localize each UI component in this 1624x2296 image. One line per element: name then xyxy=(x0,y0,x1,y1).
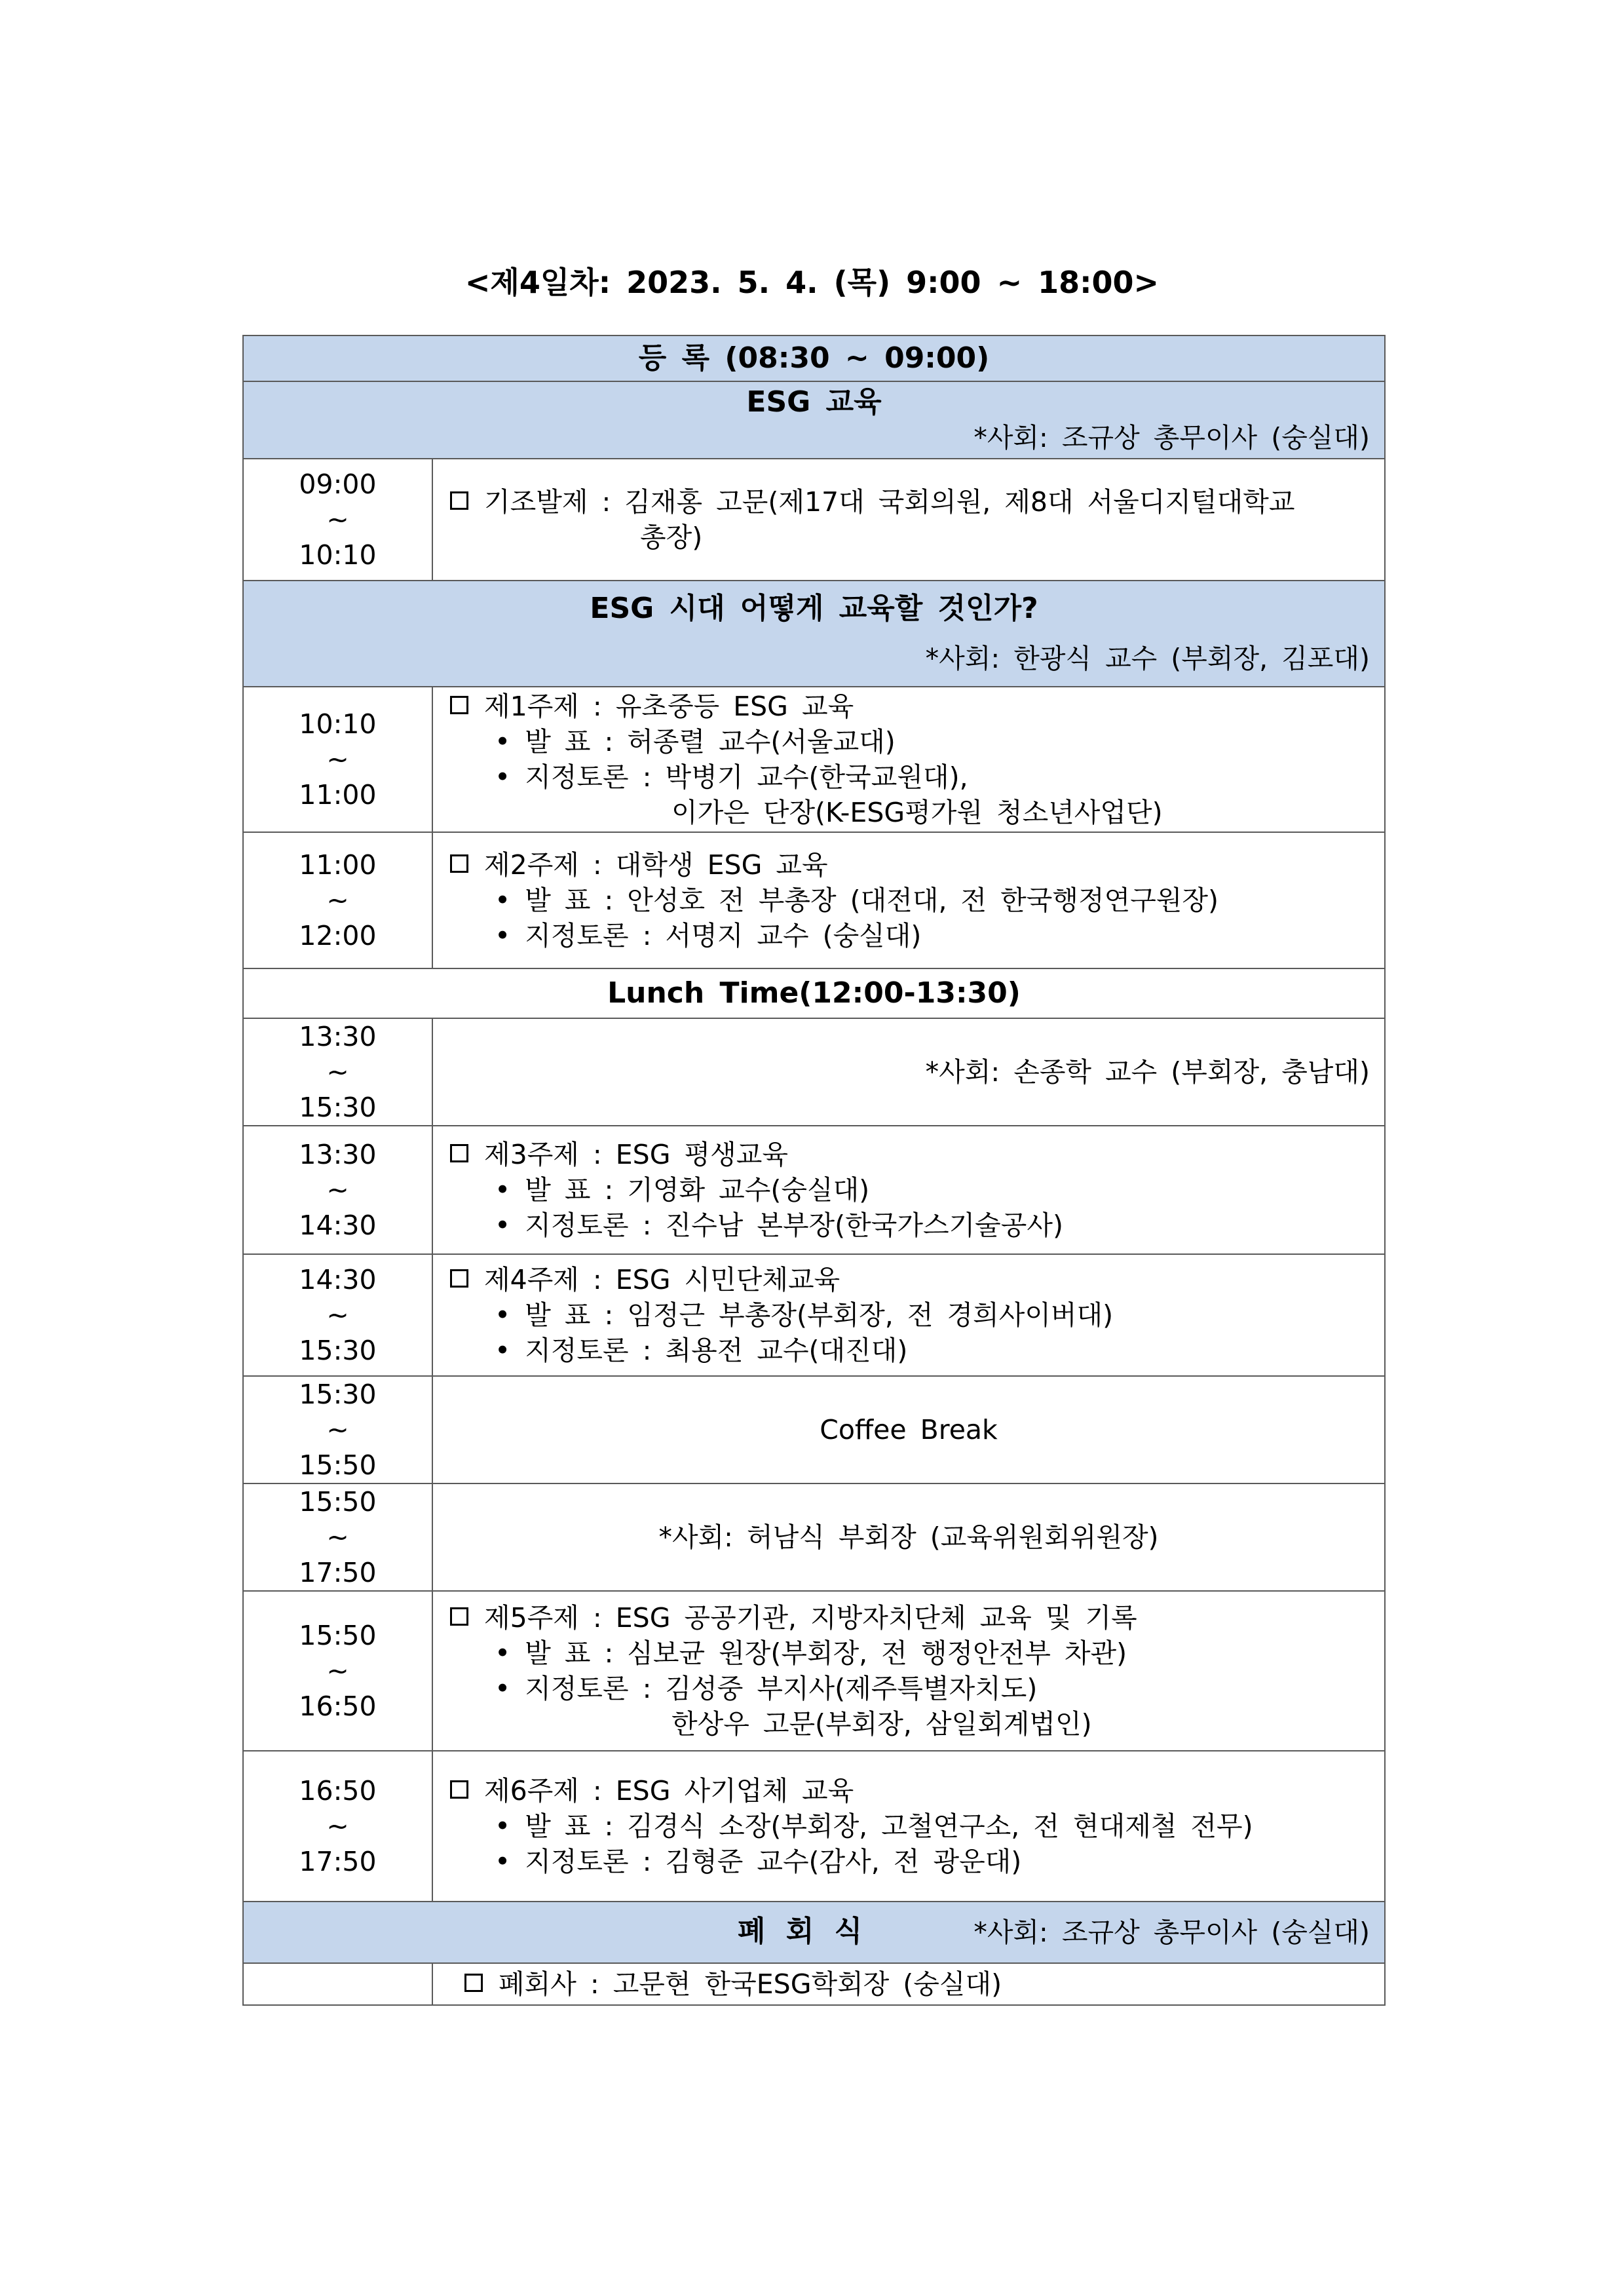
time-separator: ~ xyxy=(326,885,349,916)
end-time: 15:50 xyxy=(299,1449,377,1481)
presenter-line: • 발 표 : 허종렬 교수(서울교대) xyxy=(450,724,1384,759)
end-time: 10:10 xyxy=(299,539,377,571)
presenter-line: • 발 표 : 심보균 원장(부회장, 전 행정안전부 차관) xyxy=(450,1636,1384,1671)
content-cell xyxy=(432,832,1385,968)
time-cell xyxy=(243,1126,432,1254)
time-separator: ~ xyxy=(326,1414,349,1445)
time-cell xyxy=(243,1376,432,1483)
time-cell xyxy=(243,459,432,581)
session-moderator-row xyxy=(243,1018,1385,1126)
content-cell xyxy=(432,459,1385,581)
time-cell xyxy=(243,1254,432,1376)
closing-title: 폐 회 식 xyxy=(738,1915,863,1948)
time-cell xyxy=(243,1591,432,1751)
discussant-line: • 지정토론 : 서명지 교수 (숭실대) xyxy=(450,918,1384,953)
registration-row xyxy=(243,335,1385,381)
time-separator: ~ xyxy=(326,1655,349,1687)
table-row xyxy=(243,459,1385,581)
session-moderator: *사회: 허남식 부회장 (교육위원회위원장) xyxy=(432,1483,1385,1591)
checkbox-bullet-icon xyxy=(450,491,468,510)
end-time: 14:30 xyxy=(299,1210,377,1241)
time-cell xyxy=(243,1018,432,1126)
time-cell-empty xyxy=(243,1963,432,2005)
topic-heading: 제5주제 : ESG 공공기관, 지방자치단체 교육 및 기록 xyxy=(484,1602,1137,1634)
start-time: 15:50 xyxy=(299,1486,377,1518)
time-separator: ~ xyxy=(326,1056,349,1088)
discussant-line: • 지정토론 : 최용전 교수(대진대) xyxy=(450,1333,1384,1368)
time-separator: ~ xyxy=(326,1174,349,1206)
time-cell xyxy=(243,1751,432,1902)
start-time: 09:00 xyxy=(299,469,377,500)
table-row xyxy=(243,832,1385,968)
lunch-label: Lunch Time(12:00-13:30) xyxy=(243,968,1385,1018)
discussant-line: • 지정토론 : 진수남 본부장(한국가스기술공사) xyxy=(450,1208,1384,1243)
table-row xyxy=(243,1254,1385,1376)
schedule-table xyxy=(242,335,1386,2006)
coffee-break-row xyxy=(243,1376,1385,1483)
time-separator: ~ xyxy=(326,1299,349,1331)
content-cell xyxy=(432,687,1385,832)
session-moderator-row xyxy=(243,1483,1385,1591)
topic-heading: 제4주제 : ESG 시민단체교육 xyxy=(484,1264,840,1295)
discussant-continuation: 이가은 단장(K-ESG평가원 청소년사업단) xyxy=(671,797,1163,828)
lunch-row xyxy=(243,968,1385,1018)
table-row xyxy=(243,1126,1385,1254)
topic-heading: 제3주제 : ESG 평생교육 xyxy=(484,1139,788,1170)
checkbox-bullet-icon xyxy=(450,1269,468,1288)
start-time: 13:30 xyxy=(299,1139,377,1170)
checkbox-bullet-icon xyxy=(450,1780,468,1799)
start-time: 13:30 xyxy=(299,1021,377,1052)
discussant-line: • 지정토론 : 김성중 부지사(제주특별자치도) xyxy=(450,1671,1384,1706)
closing-speech-row xyxy=(243,1963,1385,2005)
content-cell xyxy=(432,1254,1385,1376)
start-time: 16:50 xyxy=(299,1775,377,1807)
discussant-line: • 지정토론 : 김형준 교수(감사, 전 광운대) xyxy=(450,1844,1384,1879)
presenter-line: • 발 표 : 김경식 소장(부회장, 고철연구소, 전 현대제철 전무) xyxy=(450,1808,1384,1844)
content-cell xyxy=(432,1126,1385,1254)
registration-label: 등 록 (08:30 ~ 09:00) xyxy=(243,335,1385,381)
end-time: 12:00 xyxy=(299,920,377,951)
end-time: 15:30 xyxy=(299,1092,377,1123)
section-moderator: *사회: 조규상 총무이사 (숭실대) xyxy=(973,422,1370,453)
presenter-line: • 발 표 : 임정근 부총장(부회장, 전 경희사이버대) xyxy=(450,1297,1384,1333)
time-cell xyxy=(243,687,432,832)
start-time: 10:10 xyxy=(299,708,377,740)
discussant-continuation: 한상우 고문(부회장, 삼일회계법인) xyxy=(671,1708,1092,1740)
start-time: 11:00 xyxy=(299,849,377,881)
section-moderator: *사회: 한광식 교수 (부회장, 김포대) xyxy=(925,643,1370,674)
keynote-continuation: 총장) xyxy=(640,522,703,553)
presenter-line: • 발 표 : 안성호 전 부총장 (대전대, 전 한국행정연구원장) xyxy=(450,883,1384,918)
table-row xyxy=(243,1591,1385,1751)
time-separator: ~ xyxy=(326,744,349,775)
content-cell xyxy=(432,1751,1385,1902)
presenter-line: • 발 표 : 기영화 교수(숭실대) xyxy=(450,1172,1384,1208)
session-moderator: *사회: 손종학 교수 (부회장, 충남대) xyxy=(432,1018,1385,1126)
end-time: 17:50 xyxy=(299,1846,377,1877)
table-row xyxy=(243,1751,1385,1902)
closing-moderator: *사회: 조규상 총무이사 (숭실대) xyxy=(973,1917,1370,1948)
end-time: 16:50 xyxy=(299,1691,377,1722)
coffee-break-label: Coffee Break xyxy=(432,1376,1385,1483)
time-separator: ~ xyxy=(326,504,349,535)
checkbox-bullet-icon xyxy=(464,1974,483,1992)
start-time: 14:30 xyxy=(299,1264,377,1295)
end-time: 17:50 xyxy=(299,1557,377,1588)
section-title: ESG 교육 xyxy=(746,385,882,419)
end-time: 15:30 xyxy=(299,1335,377,1366)
section-header-esg-education xyxy=(243,381,1385,459)
checkbox-bullet-icon xyxy=(450,1144,468,1162)
time-separator: ~ xyxy=(326,1810,349,1842)
topic-heading: 제1주제 : 유초중등 ESG 교육 xyxy=(484,691,854,722)
content-cell xyxy=(432,1963,1385,2005)
table-row xyxy=(243,687,1385,832)
keynote-line: 기조발제 : 김재홍 고문(제17대 국회의원, 제8대 서울디지털대학교 xyxy=(484,486,1295,518)
discussant-line: • 지정토론 : 박병기 교수(한국교원대), xyxy=(450,759,1384,795)
end-time: 11:00 xyxy=(299,779,377,811)
topic-heading: 제2주제 : 대학생 ESG 교육 xyxy=(484,849,828,881)
section-header-esg-era xyxy=(243,581,1385,687)
checkbox-bullet-icon xyxy=(450,1607,468,1626)
start-time: 15:50 xyxy=(299,1620,377,1651)
content-cell xyxy=(432,1591,1385,1751)
start-time: 15:30 xyxy=(299,1379,377,1410)
time-cell xyxy=(243,832,432,968)
topic-heading: 제6주제 : ESG 사기업체 교육 xyxy=(484,1775,854,1807)
checkbox-bullet-icon xyxy=(450,854,468,873)
time-cell xyxy=(243,1483,432,1591)
section-title: ESG 시대 어떻게 교육할 것인가? xyxy=(590,592,1038,625)
time-separator: ~ xyxy=(326,1521,349,1553)
closing-speech: 폐회사 : 고문현 한국ESG학회장 (숭실대) xyxy=(499,1968,1002,2000)
closing-header-row xyxy=(243,1902,1385,1963)
checkbox-bullet-icon xyxy=(450,696,468,714)
page-title: <제4일차: 2023. 5. 4. (목) 9:00 ~ 18:00> xyxy=(464,265,1160,300)
